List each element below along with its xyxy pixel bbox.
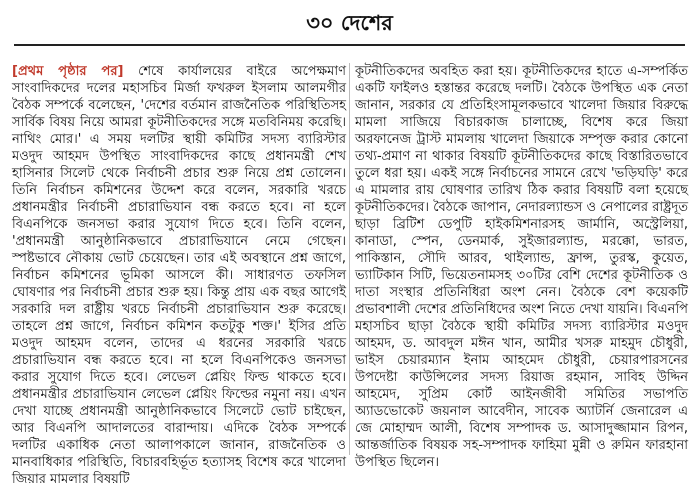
article-column-right: [355, 63, 688, 470]
article-column-left: [12, 63, 347, 487]
continued-from-label: [প্রথম পৃষ্ঠার পর]: [12, 64, 124, 79]
heading-rule: [14, 44, 685, 46]
article-text-left: শেষে কার্যালয়ের বাইরে অপেক্ষমাণ সাংবাদিকদের দলের মহাসচিব মির্জা ফখরুল ইসলাম আলমগীর বৈঠক সম্পর্কে বলেছেন, 'দেশের বর্তমান রাজনৈতিক পরিস্থিতিসহ সার্বিক বিষয় নিয়ে আমরা কূটনীতিকদের সঙ্গে মতবিনিময় করেছি। নাথিং মোর।' এ সময় দলটির স্থায়ী কমিটির সদস্য ব্যারিস্টার মওদুদ আহমদ উপস্থিত সাংবাদিকদের কাছে প্রধানমন্ত্রী শেখ হাসিনার সিলেট থেকে নির্বাচনী প্রচার শুরু নিয়ে প্রশ্ন তোলেন। তিনি নির্বাচন কমিশনের উদ্দেশ করে বলেন, সরকারি খরচে প্রধানমন্ত্রীর নির্বাচনী প্রচারাভিযান বন্ধ করতে হবে। না হলে বিএনপিকে জনসভা করার সুযোগ দিতে হবে। তিনি বলেন, 'প্রধানমন্ত্রী আনুষ্ঠানিকভাবে প্রচারাভিযানে নেমে গেছেন। স্পষ্টভাবে নৌকায় ভোট চেয়েছেন। তার এই অবস্থানে প্রশ্ন জাগে, নির্বাচন কমিশনের ভূমিকা আসলে কী। সাধারণত তফসিল ঘোষণার পর নির্বাচনী প্রচার শুরু হয়। কিন্তু প্রায় এক বছর আগেই সরকারি দল রাষ্ট্রীয় খরচে নির্বাচনী প্রচারাভিযান শুরু করেছে। তাহলে প্রশ্ন জাগে, নির্বাচন কমিশন কতটুকু শক্ত।' ইসির প্রতি মওদুদ আহমদ বলেন, তাদের এ ধরনের সরকারি খরচে প্রচারাভিযান বন্ধ করতে হবে। না হলে বিএনপিকেও জনসভা করার সুযোগ দিতে হবে। লেভেল প্লেয়িং ফিল্ড থাকতে হবে। প্রধানমন্ত্রীর প্রচারাভিযান লেভেল প্লেয়িং ফিল্ডের নমুনা নয়। এখন দেখা যাচ্ছে প্রধানমন্ত্রী আনুষ্ঠানিকভাবে সিলেটে ভোট চাইছেন, আর বিএনপি আদালতের বারান্দায়। এদিকে বৈঠক সম্পর্কে দলটির একাধিক নেতা আলাপকালে জানান, রাজনৈতিক ও মানবাধিকার পরিস্থিতি, বিচারবহির্ভূত হত্যাসহ বিশেষ করে খালেদা জিয়ার মামলার বিষয়টি: [12, 64, 347, 487]
page-heading: ৩০ দেশের: [306, 11, 393, 35]
article-text-right: কূটনীতিকদের অবহিত করা হয়। কূটনীতিকদের হাতে এ-সম্পর্কিত একটি ফাইলও হস্তান্তর করেছে দলটি। বৈঠকে উপস্থিত এক নেতা জানান, সরকার যে প্রতিহিংসামূলকভাবে খালেদা জিয়ার বিরুদ্ধে মামলা সাজিয়ে বিচারকাজ চালাচ্ছে, বিশেষ করে জিয়া অরফানেজ ট্রাস্ট মামলায় খালেদা জিয়াকে সম্পৃক্ত করার কোনো তথ্য-প্রমাণ না থাকার বিষয়টি কূটনীতিকদের কাছে বিস্তারিতভাবে তুলে ধরা হয়। একই সঙ্গে নির্বাচনের সামনে রেখে 'ভড়িঘড়ি' করে এ মামলার রায় ঘোষণার তারিখ ঠিক করার বিষয়টি বলা হয়েছে কূটনীতিকদের। বৈঠকে জাপান, নেদারল্যান্ডস ও নেপালের রাষ্ট্রদূত ছাড়া ব্রিটিশ ডেপুটি হাইকমিশনারসহ জার্মানি, অস্ট্রেলিয়া, কানাডা, স্পেন, ডেনমার্ক, সুইজারল্যান্ড, মরক্কো, ভারত, পাকিস্তান, সৌদি আরব, থাইল্যান্ড, ফ্রান্স, তুরস্ক, কুয়েত, ভ্যাটিকান সিটি, ভিয়েতনামসহ ৩০টির বেশি দেশের কূটনীতিক ও দাতা সংস্থার প্রতিনিধিরা অংশ নেন। বৈঠকে বেশ কয়েকটি প্রভাবশালী দেশের প্রতিনিধিদের অংশ নিতে দেখা যায়নি। বিএনপি মহাসচিব ছাড়া বৈঠকে স্থায়ী কমিটির সদস্য ব্যারিস্টার মওদুদ আহমদ, ড. আবদুল মঈন খান, আমীর খসরু মাহমুদ চৌধুরী, ভাইস চেয়ারম্যান ইনাম আহমেদ চৌধুরী, চেয়ারপারসনের উপদেষ্টা কাউন্সিলের সদস্য রিয়াজ রহমান, সাবিহ উদ্দিন আহমেদ, সুপ্রিম কোর্ট আইনজীবী সমিতির সভাপতি অ্যাডভোকেট জয়নাল আবেদীন, সাবেক অ্যাটর্নি জেনারেল এ জে মোহাম্মদ আলী, বিশেষ সম্পাদক ড. আসাদুজ্জামান রিপন, আন্তর্জাতিক বিষয়ক সহ-সম্পাদক ফাহিমা মুন্নী ও রুমিন ফারহানা উপস্থিত ছিলেন।: [355, 64, 688, 470]
column-divider: [349, 63, 350, 455]
